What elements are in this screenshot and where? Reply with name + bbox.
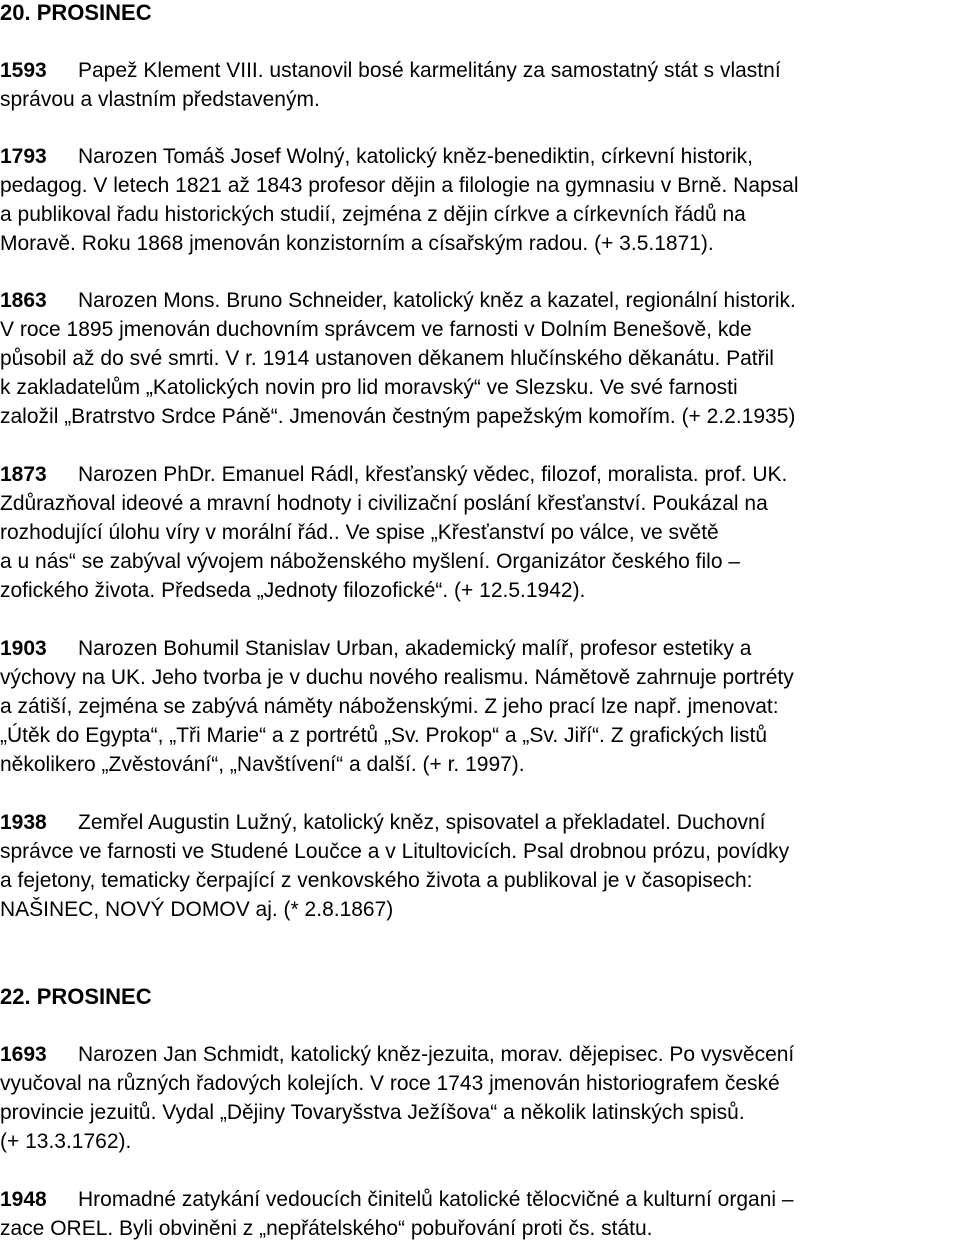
- entry-line: a publikoval řadu historických studií, zejména z dějin církve a církevních řádů na: [0, 203, 746, 226]
- entry-line: založil „Bratrstvo Srdce Páně“. Jmenován čestným papežským komořím. (+ 2.2.1935): [0, 405, 796, 428]
- entry-line: správou a vlastním představeným.: [0, 88, 320, 111]
- entry-line: „Útěk do Egypta“, „Tři Marie“ a z portrétů „Sv. Prokop“ a „Sv. Jiří“. Z grafických listů: [0, 724, 768, 747]
- entry-year: 1693: [0, 1043, 47, 1066]
- entry-line: [0, 808, 766, 837]
- entry-line: [0, 1040, 794, 1069]
- section-heading: 22. PROSINEC: [0, 984, 152, 1009]
- entry-text: Narozen Mons. Bruno Schneider, katolický kněz a kazatel, regionální historik.: [78, 289, 796, 312]
- entry-line: k zakladatelům „Katolických novin pro lid moravský“ ve Slezsku. Ve své farnosti: [0, 376, 738, 399]
- entry-line: [0, 634, 751, 663]
- entry-year: 1793: [0, 145, 47, 168]
- entry-line: správce ve farnosti ve Studené Loučce a v Litultovicích. Psal drobnou prózu, povídky: [0, 840, 790, 863]
- entry-line: [0, 56, 781, 85]
- entry-line: NAŠINEC, NOVÝ DOMOV aj. (* 2.8.1867): [0, 898, 394, 921]
- entry-year: 1903: [0, 637, 47, 660]
- entry-line: vyučoval na různých řadových kolejích. V roce 1743 jmenován historiografem české: [0, 1072, 780, 1095]
- entry-line: Moravě. Roku 1868 jmenován konzistorním a císařským radou. (+ 3.5.1871).: [0, 232, 714, 255]
- entry-line: a fejetony, tematicky čerpající z venkovského života a publikoval je v časopisech:: [0, 869, 753, 892]
- entry-line: zace OREL. Byli obviněni z „nepřátelského“ pobuřování proti čs. státu.: [0, 1217, 653, 1240]
- entry-line: výchovy na UK. Jeho tvorba je v duchu nového realismu. Námětově zahrnuje portréty: [0, 666, 794, 689]
- entry-text: Narozen Jan Schmidt, katolický kněz-jezuita, morav. dějepisec. Po vysvěcení: [78, 1043, 795, 1066]
- entry-line: rozhodující úlohu víry v morální řád.. Ve spise „Křesťanství po válce, ve světě: [0, 521, 719, 544]
- entry-text: Narozen Bohumil Stanislav Urban, akademický malíř, profesor estetiky a: [78, 637, 752, 660]
- entry-line: zofického života. Předseda „Jednoty filozofické“. (+ 12.5.1942).: [0, 579, 586, 602]
- section-heading: 20. PROSINEC: [0, 0, 152, 25]
- entry-line: (+ 13.3.1762).: [0, 1130, 132, 1153]
- entry-text: Narozen Tomáš Josef Wolný, katolický kněz-benediktin, církevní historik,: [78, 145, 754, 168]
- entry-line: a zátiší, zejména se zabývá náměty náboženskými. Z jeho prací lze např. jmenovat:: [0, 695, 779, 718]
- entry-line: provincie jezuitů. Vydal „Dějiny Tovaryšstva Ježíšova“ a několik latinských spisů.: [0, 1101, 745, 1124]
- entry-line: několikero „Zvěstování“, „Navštívení“ a další. (+ r. 1997).: [0, 753, 525, 776]
- entry-line: působil až do své smrti. V r. 1914 ustanoven děkanem hlučínského děkanátu. Patřil: [0, 347, 774, 370]
- entry-line: [0, 286, 796, 315]
- entry-year: 1593: [0, 59, 47, 82]
- entry-line: pedagog. V letech 1821 až 1843 profesor dějin a filologie na gymnasiu v Brně. Napsal: [0, 174, 799, 197]
- entry-text: Narozen PhDr. Emanuel Rádl, křesťanský vědec, filozof, moralista. prof. UK.: [78, 463, 788, 486]
- entry-year: 1948: [0, 1188, 47, 1211]
- entry-year: 1873: [0, 463, 47, 486]
- entry-line: Zdůrazňoval ideové a mravní hodnoty i civilizační poslání křesťanství. Poukázal na: [0, 492, 768, 515]
- entry-text: Zemřel Augustin Lužný, katolický kněz, spisovatel a překladatel. Duchovní: [78, 811, 766, 834]
- entry-text: Hromadné zatykání vedoucích činitelů katolické tělocvičné a kulturní organi –: [78, 1188, 794, 1211]
- entry-text: Papež Klement VIII. ustanovil bosé karmelitány za samostatný stát s vlastní: [78, 59, 781, 82]
- entry-year: 1938: [0, 811, 47, 834]
- entry-line: [0, 460, 787, 489]
- entry-line: [0, 1185, 794, 1214]
- entry-line: V roce 1895 jmenován duchovním správcem ve farnosti v Dolním Benešově, kde: [0, 318, 752, 341]
- entry-line: [0, 142, 753, 171]
- entry-line: a u nás“ se zabýval vývojem náboženského myšlení. Organizátor českého filo –: [0, 550, 741, 573]
- entry-year: 1863: [0, 289, 47, 312]
